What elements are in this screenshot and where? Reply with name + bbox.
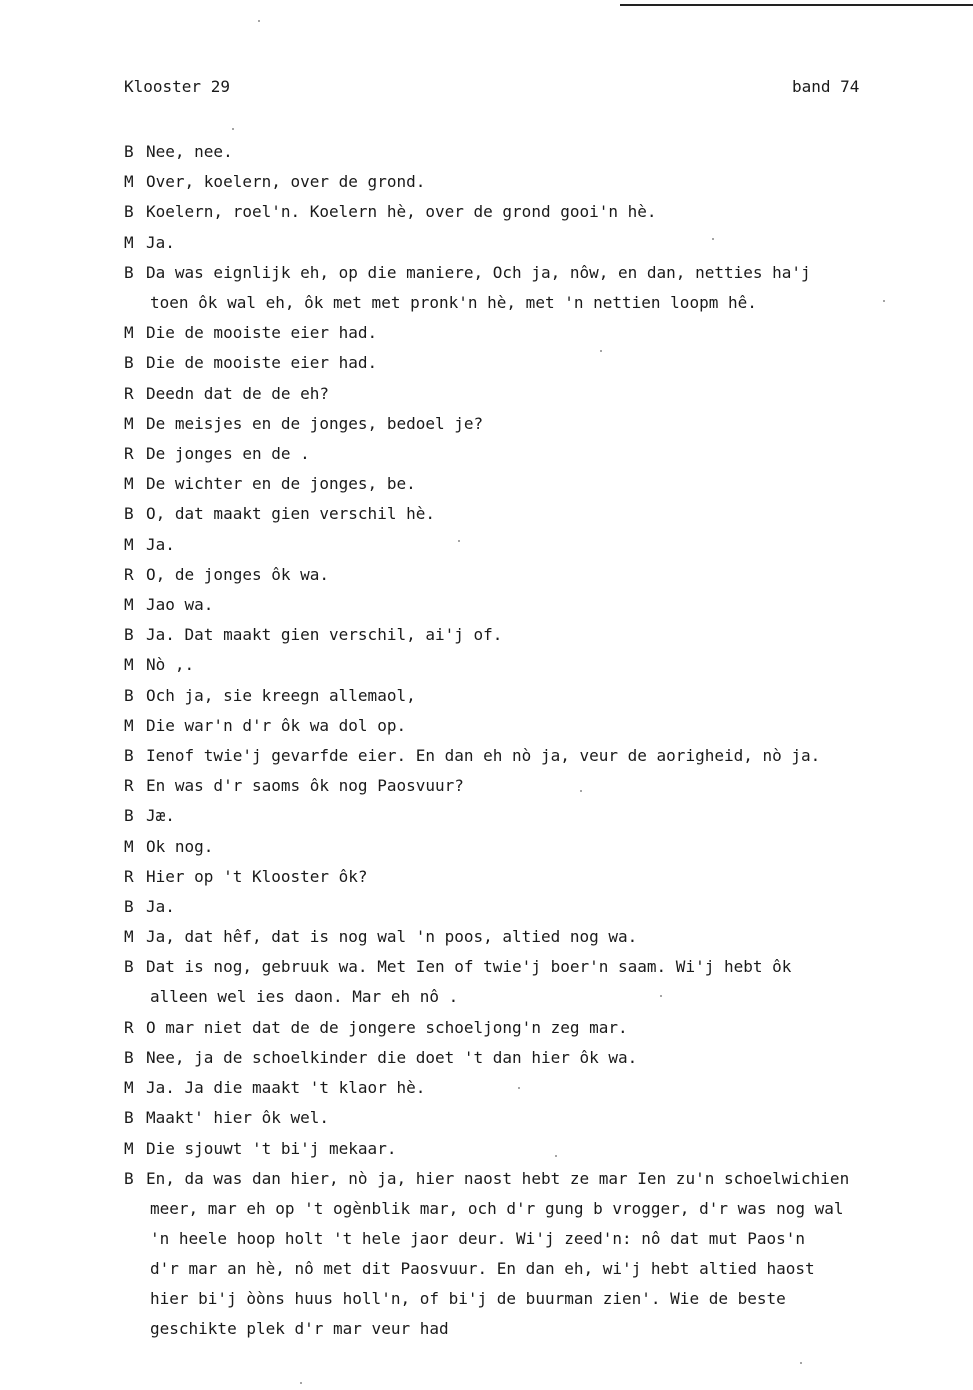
speaker-label: B	[124, 806, 134, 826]
utterance-row	[124, 167, 954, 197]
utterance-continuation: hier bi'j òòns huus holl'n, of bi'j de buurman zien'. Wie de beste	[150, 1288, 786, 1308]
utterance-text: De wichter en de jonges, be.	[146, 474, 416, 494]
utterance-text: O, de jonges ôk wa.	[146, 564, 330, 584]
speaker-label: M	[124, 232, 134, 252]
utterance-row	[124, 892, 954, 922]
utterance-continuation: geschikte plek d'r mar veur had	[150, 1318, 449, 1338]
utterance-text: Nee, ja de schoelkinder die doet 't dan hier ôk wa.	[146, 1048, 638, 1067]
scan-speck	[232, 128, 234, 130]
utterance-row	[124, 379, 954, 409]
top-rule	[620, 4, 973, 6]
utterance-row	[124, 650, 954, 680]
band-number: band 74	[792, 77, 860, 96]
scan-speck	[883, 300, 885, 302]
speaker-label: B	[124, 897, 134, 916]
utterance-row	[124, 1013, 954, 1043]
utterance-text: Koelern, roel'n. Koelern hè, over de grond gooi'n hè.	[146, 202, 657, 222]
speaker-label: M	[124, 1138, 134, 1158]
utterance-text: Over, koelern, over de grond.	[146, 172, 426, 192]
utterance-row	[124, 499, 954, 529]
utterance-row	[124, 318, 954, 348]
utterance-row	[124, 1134, 954, 1164]
utterance-text: De jonges en de .	[146, 444, 310, 463]
scan-speck	[258, 20, 260, 22]
utterance-row	[124, 952, 954, 1012]
utterance-row	[124, 348, 954, 378]
utterance-row	[124, 1103, 954, 1133]
speaker-label: R	[124, 383, 134, 403]
speaker-label: R	[124, 1017, 134, 1037]
speaker-label: B	[124, 685, 134, 705]
utterance-text: Da was eignlijk eh, op die maniere, Och ja, nôw, en dan, netties ha'j	[146, 262, 811, 282]
scan-speck	[600, 350, 602, 352]
utterance-row	[124, 137, 954, 167]
utterance-text: Hier op 't Klooster ôk?	[146, 866, 368, 886]
utterance-text: Die de mooiste eier had.	[146, 323, 378, 343]
speaker-label: M	[124, 927, 134, 947]
utterance-text: De meisjes en de jonges, bedoel je?	[146, 413, 484, 433]
utterance-text: Ienof twie'j gevarfde eier. En dan eh nò ja, veur de aorigheid, nò ja.	[146, 746, 821, 765]
document-title: Klooster 29	[124, 77, 230, 96]
utterance-text: Jæ.	[146, 806, 175, 826]
utterance-row	[124, 469, 954, 499]
utterance-row	[124, 681, 954, 711]
utterance-row	[124, 771, 954, 801]
utterance-text: Die sjouwt 't bi'j mekaar.	[146, 1138, 397, 1158]
utterance-text: Die de mooiste eier had.	[146, 353, 378, 373]
scan-speck	[458, 540, 460, 542]
scan-speck	[712, 238, 714, 240]
utterance-row	[124, 922, 954, 952]
scan-speck	[580, 790, 582, 792]
speaker-label: B	[124, 957, 134, 977]
utterance-row	[124, 439, 954, 469]
speaker-label: R	[124, 564, 134, 584]
utterance-text: Jao wa.	[146, 595, 214, 614]
scan-speck	[800, 1362, 802, 1364]
speaker-label: M	[124, 534, 134, 554]
utterance-row	[124, 530, 954, 560]
utterance-continuation: 'n heele hoop holt 't hele jaor deur. Wi'j zeed'n: nô dat mut Paos'n	[150, 1228, 806, 1248]
speaker-label: R	[124, 866, 134, 886]
utterance-text: En was d'r saoms ôk nog Paosvuur?	[146, 776, 464, 796]
utterance-row	[124, 560, 954, 590]
speaker-label: B	[124, 262, 134, 282]
utterance-text: Die war'n d'r ôk wa dol op.	[146, 715, 407, 735]
utterance-text: Ja.	[146, 897, 175, 916]
utterance-continuation: d'r mar an hè, nô met dit Paosvuur. En dan eh, wi'j hebt altied haost	[150, 1258, 815, 1278]
utterance-text: Ok nog.	[146, 836, 214, 856]
utterance-continuation: toen ôk wal eh, ôk met met pronk'n hè, met 'n nettien loopm hê.	[150, 292, 757, 312]
utterance-row	[124, 1043, 954, 1073]
speaker-label: B	[124, 142, 134, 161]
utterance-row	[124, 1073, 954, 1103]
utterance-row	[124, 832, 954, 862]
utterance-text: O, dat maakt gien verschil hè.	[146, 504, 435, 524]
utterance-row	[124, 228, 954, 258]
speaker-label: B	[124, 1108, 134, 1128]
utterance-text: Dat is nog, gebruuk wa. Met Ien of twie'j boer'n saam. Wi'j hebt ôk	[146, 957, 792, 977]
utterance-text: Och ja, sie kreegn allemaol,	[146, 685, 416, 705]
scan-speck	[518, 1087, 520, 1089]
utterance-text: Ja.	[146, 534, 175, 554]
speaker-label: M	[124, 655, 134, 675]
speaker-label: M	[124, 172, 134, 192]
scan-speck	[660, 995, 662, 997]
speaker-label: M	[124, 413, 134, 433]
utterance-row	[124, 1164, 954, 1344]
utterance-text: Ja.	[146, 232, 175, 252]
speaker-label: R	[124, 444, 134, 463]
utterance-text: Ja. Dat maakt gien verschil, ai'j of.	[146, 625, 503, 645]
speaker-label: B	[124, 202, 134, 222]
speaker-label: B	[124, 353, 134, 373]
utterance-row	[124, 711, 954, 741]
utterance-continuation: meer, mar eh op 't ogènblik mar, och d'r gung b vrogger, d'r was nog wal	[150, 1198, 844, 1218]
utterance-text: Ja. Ja die maakt 't klaor hè.	[146, 1078, 426, 1098]
utterance-row	[124, 590, 954, 620]
utterance-row	[124, 620, 954, 650]
speaker-label: B	[124, 1048, 134, 1067]
speaker-label: B	[124, 625, 134, 645]
utterance-row	[124, 801, 954, 831]
speaker-label: M	[124, 836, 134, 856]
utterance-row	[124, 197, 954, 227]
utterance-text: Maakt' hier ôk wel.	[146, 1108, 330, 1128]
utterance-continuation: alleen wel ies daon. Mar eh nô .	[150, 987, 459, 1007]
speaker-label: M	[124, 1078, 134, 1098]
speaker-label: B	[124, 504, 134, 524]
speaker-label: M	[124, 595, 134, 614]
speaker-label: B	[124, 1168, 134, 1188]
utterance-text: Nò ,.	[146, 655, 195, 675]
utterance-text: O mar niet dat de de jongere schoeljong'n zeg mar.	[146, 1017, 628, 1037]
speaker-label: R	[124, 776, 134, 796]
speaker-label: M	[124, 474, 134, 494]
utterance-text: Nee, nee.	[146, 142, 233, 161]
utterance-text: Ja, dat hêf, dat is nog wal 'n poos, altied nog wa.	[146, 927, 638, 947]
utterance-row	[124, 862, 954, 892]
scan-speck	[300, 1382, 302, 1384]
utterance-text: En, da was dan hier, nò ja, hier naost hebt ze mar Ien zu'n schoelwichien	[146, 1168, 850, 1188]
utterance-text: Deedn dat de de eh?	[146, 383, 330, 403]
scan-speck	[555, 1155, 557, 1157]
utterance-row	[124, 741, 954, 771]
utterance-row	[124, 258, 954, 318]
speaker-label: M	[124, 323, 134, 343]
speaker-label: M	[124, 715, 134, 735]
utterance-row	[124, 409, 954, 439]
speaker-label: B	[124, 746, 134, 765]
